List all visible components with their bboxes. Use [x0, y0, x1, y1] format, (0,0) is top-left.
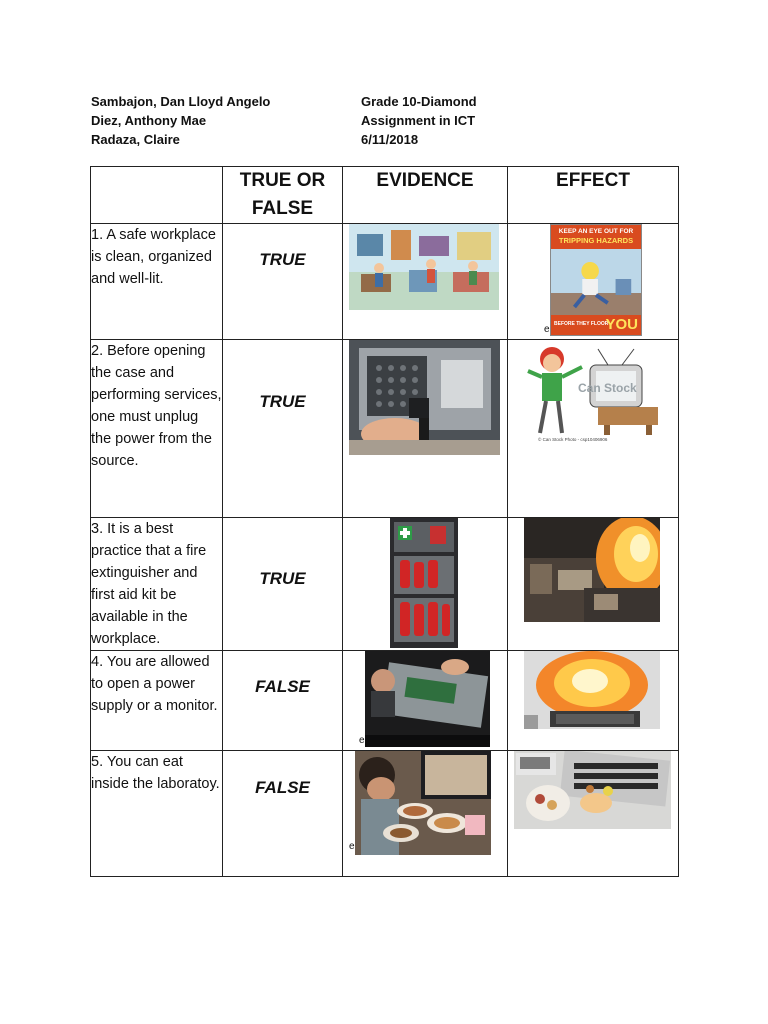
evidence-image-clean-workplace [349, 224, 499, 310]
evidence-cell [343, 651, 508, 751]
effect-image-office-fire [524, 518, 660, 622]
answer-text: FALSE [255, 677, 310, 696]
assignment-date: 6/11/2018 [361, 132, 419, 147]
answer-text: TRUE [259, 250, 306, 269]
table-row [91, 651, 679, 751]
answer-cell [223, 224, 343, 340]
effect-image-exploding-laptop [524, 651, 660, 729]
poster-headline: KEEP AN EYE OUT FOR [558, 228, 634, 235]
statement-cell: 2. Before opening the case and performing services, one must unplug the power from the source. [91, 340, 223, 518]
poster-hazard-text: TRIPPING HAZARDS [558, 236, 634, 245]
answer-cell [223, 518, 343, 651]
image-caption: © Can Stock Photo - csp10406906 [538, 437, 608, 442]
column-header-true-false: TRUE OR FALSE [223, 167, 343, 224]
stray-character: e [349, 841, 355, 852]
evidence-cell [343, 224, 508, 340]
table-row [91, 751, 679, 877]
evidence-image-open-monitor [365, 651, 490, 747]
statement-cell: 1. A safe workplace is clean, organized and well-lit. [91, 224, 223, 340]
answer-cell [223, 340, 343, 518]
safety-table [90, 166, 679, 877]
student-names [91, 92, 270, 149]
table-row [91, 518, 679, 651]
column-header-statement [91, 167, 223, 224]
table-header-row [91, 167, 679, 224]
grade-section: Grade 10-Diamond [361, 94, 477, 109]
effect-cell [508, 224, 679, 340]
evidence-cell [343, 751, 508, 877]
answer-text: TRUE [259, 392, 306, 411]
effect-cell [508, 340, 679, 518]
assignment-title: Assignment in ICT [361, 113, 476, 128]
statement-cell: 5. You can eat inside the laboratoy. [91, 751, 223, 877]
answer-cell [223, 751, 343, 877]
answer-cell [223, 651, 343, 751]
table-row [91, 224, 679, 340]
effect-image-food-on-laptop [514, 751, 671, 829]
effect-image-electric-shock [524, 341, 662, 447]
student-name: Diez, Anthony Mae [91, 113, 207, 128]
evidence-cell [343, 340, 508, 518]
statement-cell: 3. It is a best practice that a fire extinguisher and first aid kit be available in the workplace. [91, 518, 223, 651]
effect-cell [508, 651, 679, 751]
statement-cell: 4. You are allowed to open a power supply or a monitor. [91, 651, 223, 751]
student-name: Sambajon, Dan Lloyd Angelo [91, 94, 271, 109]
stray-character: e [359, 735, 365, 746]
effect-cell [508, 751, 679, 877]
student-name: Radaza, Claire [91, 132, 180, 147]
poster-bottom-text: BEFORE THEY FLOOR [554, 321, 609, 327]
assignment-info [361, 92, 477, 149]
effect-image-tripping-poster [550, 224, 642, 336]
answer-text: FALSE [255, 778, 310, 797]
evidence-cell [343, 518, 508, 651]
effect-cell [508, 518, 679, 651]
table-row [91, 340, 679, 518]
evidence-image-unplug-power-supply [349, 340, 500, 455]
evidence-image-fire-extinguisher-cabinet [390, 518, 458, 648]
stray-character: e [544, 324, 550, 335]
column-header-evidence: EVIDENCE [343, 167, 508, 224]
answer-text: TRUE [259, 569, 306, 588]
poster-you-text: YOU [605, 316, 638, 333]
evidence-image-eating-at-computer [355, 751, 491, 855]
watermark-text: Can Stock [578, 381, 637, 395]
column-header-effect: EFFECT [508, 167, 679, 224]
